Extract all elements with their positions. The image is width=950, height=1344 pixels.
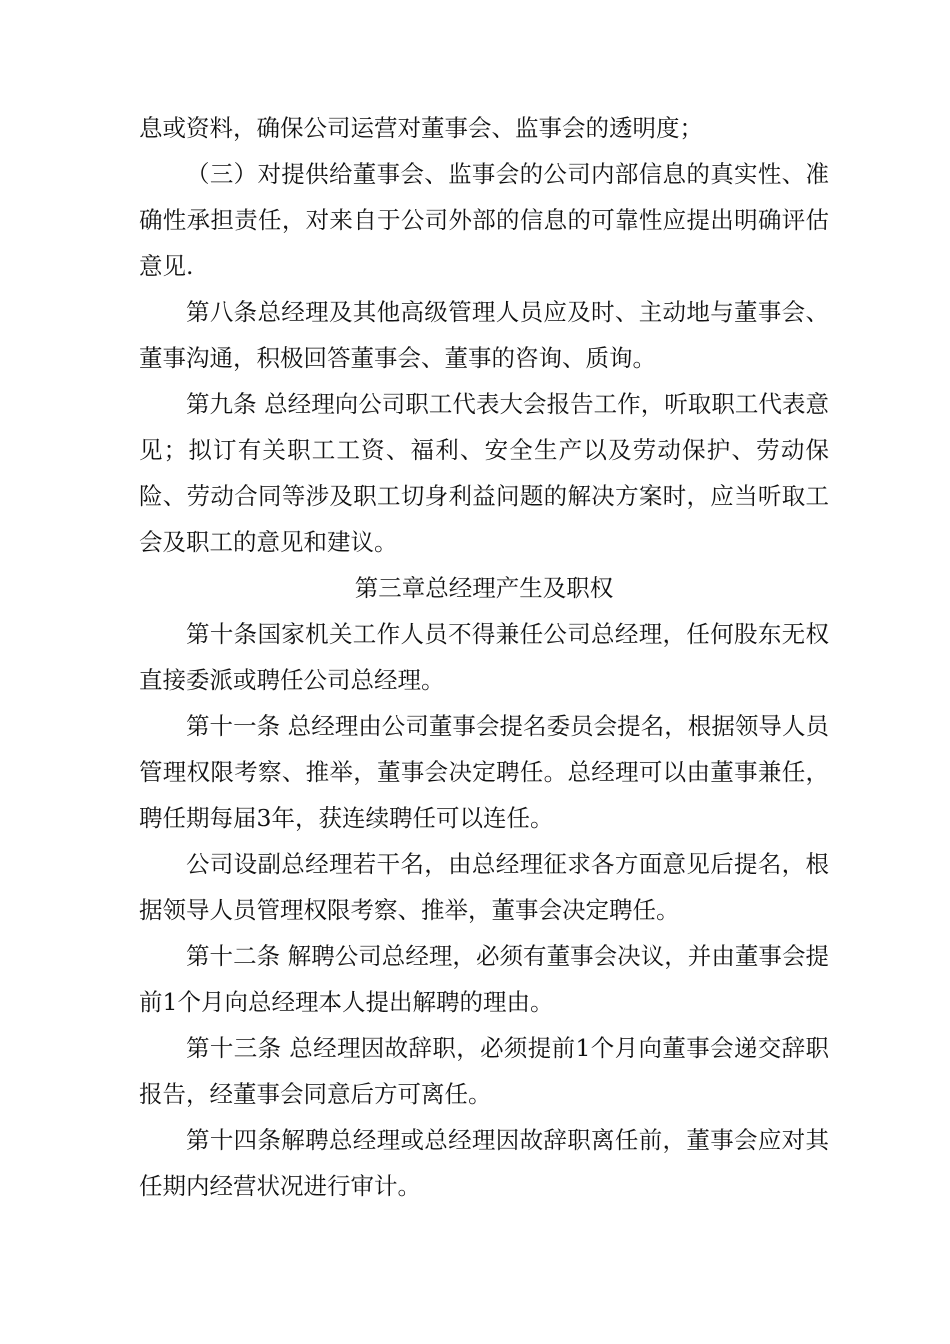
paragraph-item-three: （三）对提供给董事会、监事会的公司内部信息的真实性、准确性承担责任，对来自于公司外部的信息的可靠性应提出明确评估意见. [139, 160, 829, 280]
paragraph-article-11: 第十一条 总经理由公司董事会提名委员会提名，根据领导人员管理权限考察、推举，董事会决定聘任。总经理可以由董事兼任，聘任期每届3年，获连续聘任可以连任。 [139, 712, 829, 832]
paragraph-continuation: 息或资料，确保公司运营对董事会、监事会的透明度； [139, 114, 703, 142]
paragraph-article-10: 第十条国家机关工作人员不得兼任公司总经理，任何股东无权直接委派或聘任公司总经理。 [139, 620, 829, 694]
paragraph-article-14: 第十四条解聘总经理或总经理因故辞职离任前，董事会应对其任期内经营状况进行审计。 [139, 1126, 829, 1200]
paragraph-article-13: 第十三条 总经理因故辞职，必须提前1个月向董事会递交辞职报告，经董事会同意后方可离任。 [139, 1034, 829, 1108]
paragraph-article-9: 第九条 总经理向公司职工代表大会报告工作，听取职工代表意见；拟订有关职工工资、福利、安全生产以及劳动保护、劳动保险、劳动合同等涉及职工切身利益问题的解决方案时，应当听取工会及职工的意见和建议。 [139, 390, 829, 556]
chapter-heading: 第三章总经理产生及职权 [354, 574, 614, 602]
paragraph-article-8: 第八条总经理及其他高级管理人员应及时、主动地与董事会、董事沟通，积极回答董事会、董事的咨询、质询。 [139, 298, 829, 372]
paragraph-deputy-manager: 公司设副总经理若干名，由总经理征求各方面意见后提名，根据领导人员管理权限考察、推举，董事会决定聘任。 [139, 850, 829, 924]
document-page [139, 105, 829, 1209]
paragraph-article-12: 第十二条 解聘公司总经理，必须有董事会决议，并由董事会提前1个月向总经理本人提出解聘的理由。 [139, 942, 829, 1016]
